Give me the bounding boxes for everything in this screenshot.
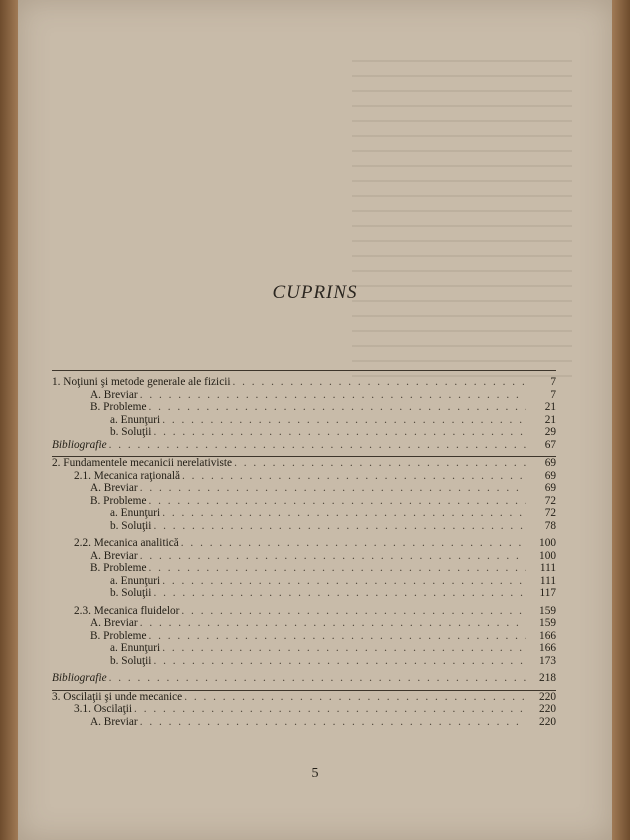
page-edge-left: [0, 0, 18, 840]
toc-entry: [52, 575, 556, 588]
leader-dots: [140, 389, 526, 402]
leader-dots: [148, 630, 526, 643]
toc-entry-label: 3. Oscilaţii şi unde mecanice: [52, 690, 183, 703]
toc-entry-label: 2.1. Mecanica raţională: [74, 469, 181, 482]
toc-entry: [52, 457, 556, 470]
toc-entry-page: 67: [544, 438, 556, 451]
toc-entry-label: 1. Noţiuni şi metode generale ale fizicii: [52, 376, 231, 388]
toc-entry-label: 2. Fundamentele mecanicii nerelativiste: [52, 457, 233, 469]
leader-dots: [109, 439, 526, 452]
leader-dots: [140, 550, 526, 563]
page-number: 5: [311, 766, 319, 781]
toc-entry: [52, 376, 556, 389]
toc-entry-page: 78: [544, 519, 556, 532]
leader-dots: [153, 655, 526, 668]
leader-dots: [148, 495, 526, 508]
leader-dots: [181, 605, 526, 618]
toc-entry-page: 218: [539, 672, 556, 684]
leader-dots: [109, 672, 526, 685]
toc-entry-page: 69: [544, 457, 556, 469]
toc-entry-label: A. Breviar: [90, 549, 138, 562]
leader-dots: [140, 716, 526, 729]
toc-entry: [52, 507, 556, 520]
toc-entry-page: 117: [539, 587, 556, 599]
toc-entry-page: 72: [544, 494, 556, 507]
toc-entry-page: 159: [539, 617, 556, 629]
bleed-through-text: [352, 60, 572, 380]
toc-entry-label: B. Probleme: [90, 401, 147, 413]
toc-entry-label: b. Soluţii: [110, 587, 152, 599]
toc-entry: [52, 537, 556, 550]
toc-entry-page: 166: [539, 629, 556, 642]
leader-dots: [153, 520, 526, 533]
leader-dots: [162, 414, 526, 427]
toc-entry-label: B. Probleme: [90, 629, 147, 642]
toc-entry-label: b. Soluţii: [110, 519, 152, 532]
toc-entry: [52, 672, 556, 685]
leader-dots: [162, 642, 526, 655]
toc-entry-page: 69: [544, 482, 556, 494]
toc-entry: [52, 655, 556, 668]
toc-entry-label: A. Breviar: [90, 617, 138, 629]
page-title: CUPRINS: [272, 282, 358, 303]
toc-entry: [52, 389, 556, 402]
toc-entry-page: 29: [544, 426, 556, 438]
toc-entry: [52, 414, 556, 427]
toc-entry: [52, 482, 556, 495]
toc-entry-page: 166: [539, 642, 556, 654]
toc-entry: [52, 562, 556, 575]
page-edge-right: [612, 0, 630, 840]
leader-dots: [181, 537, 526, 550]
toc-entry-page: 220: [539, 715, 556, 728]
toc-entry-label: Bibliografie: [52, 438, 107, 451]
toc-entry-page: 220: [539, 690, 556, 703]
leader-dots: [148, 401, 526, 414]
toc-entry-label: A. Breviar: [90, 388, 138, 401]
toc-entry-page: 111: [539, 574, 556, 587]
toc-entry: [52, 520, 556, 533]
toc-entry-label: A. Breviar: [90, 482, 138, 494]
leader-dots: [234, 457, 526, 470]
toc-entry: [52, 550, 556, 563]
toc-rows: [52, 371, 556, 728]
toc-entry-page: 21: [544, 401, 556, 413]
leader-dots: [148, 562, 526, 575]
toc-entry-label: B. Probleme: [90, 494, 147, 507]
toc-entry: [52, 401, 556, 414]
toc-entry-label: b. Soluţii: [110, 654, 152, 667]
toc-entry-page: 220: [539, 703, 556, 715]
toc-entry-page: 21: [544, 413, 556, 426]
leader-dots: [140, 617, 526, 630]
toc-entry: [52, 439, 556, 452]
toc-entry: [52, 587, 556, 600]
leader-dots: [153, 587, 526, 600]
toc-entry-page: 69: [544, 469, 556, 482]
toc-entry-page: 159: [539, 604, 556, 617]
toc-entry: [52, 426, 556, 439]
toc-entry-page: 100: [539, 549, 556, 562]
toc-entry: [52, 630, 556, 643]
leader-dots: [233, 376, 527, 389]
toc-entry: [52, 716, 556, 729]
leader-dots: [140, 482, 526, 495]
toc-entry-page: 100: [539, 537, 556, 549]
toc-entry: [52, 495, 556, 508]
toc-entry: [52, 642, 556, 655]
toc-entry: [52, 691, 556, 704]
leader-dots: [153, 426, 526, 439]
leader-dots: [182, 470, 526, 483]
leader-dots: [162, 507, 526, 520]
toc-entry-page: 7: [550, 388, 556, 401]
toc-entry-label: B. Probleme: [90, 562, 147, 574]
toc-entry-page: 111: [539, 562, 556, 574]
leader-dots: [134, 703, 526, 716]
toc-entry: [52, 703, 556, 716]
toc-entry-page: 72: [544, 507, 556, 519]
table-of-contents: [52, 370, 556, 728]
toc-entry-label: a. Enunţuri: [110, 574, 161, 587]
toc-entry-label: b. Soluţii: [110, 426, 152, 438]
toc-entry: [52, 617, 556, 630]
toc-entry-label: 2.2. Mecanica analitică: [74, 537, 179, 549]
leader-dots: [184, 691, 526, 704]
toc-entry-page: 173: [539, 654, 556, 667]
toc-entry: [52, 605, 556, 618]
leader-dots: [162, 575, 526, 588]
toc-entry-label: Bibliografie: [52, 672, 107, 684]
toc-entry-page: 7: [550, 376, 556, 388]
toc-entry: [52, 470, 556, 483]
toc-entry-label: a. Enunţuri: [110, 413, 161, 426]
toc-entry-label: 3.1. Oscilaţii: [74, 703, 133, 715]
toc-entry-label: a. Enunţuri: [110, 642, 161, 654]
toc-entry-label: 2.3. Mecanica fluidelor: [74, 604, 180, 617]
toc-entry-label: a. Enunţuri: [110, 507, 161, 519]
toc-entry-label: A. Breviar: [90, 715, 138, 728]
